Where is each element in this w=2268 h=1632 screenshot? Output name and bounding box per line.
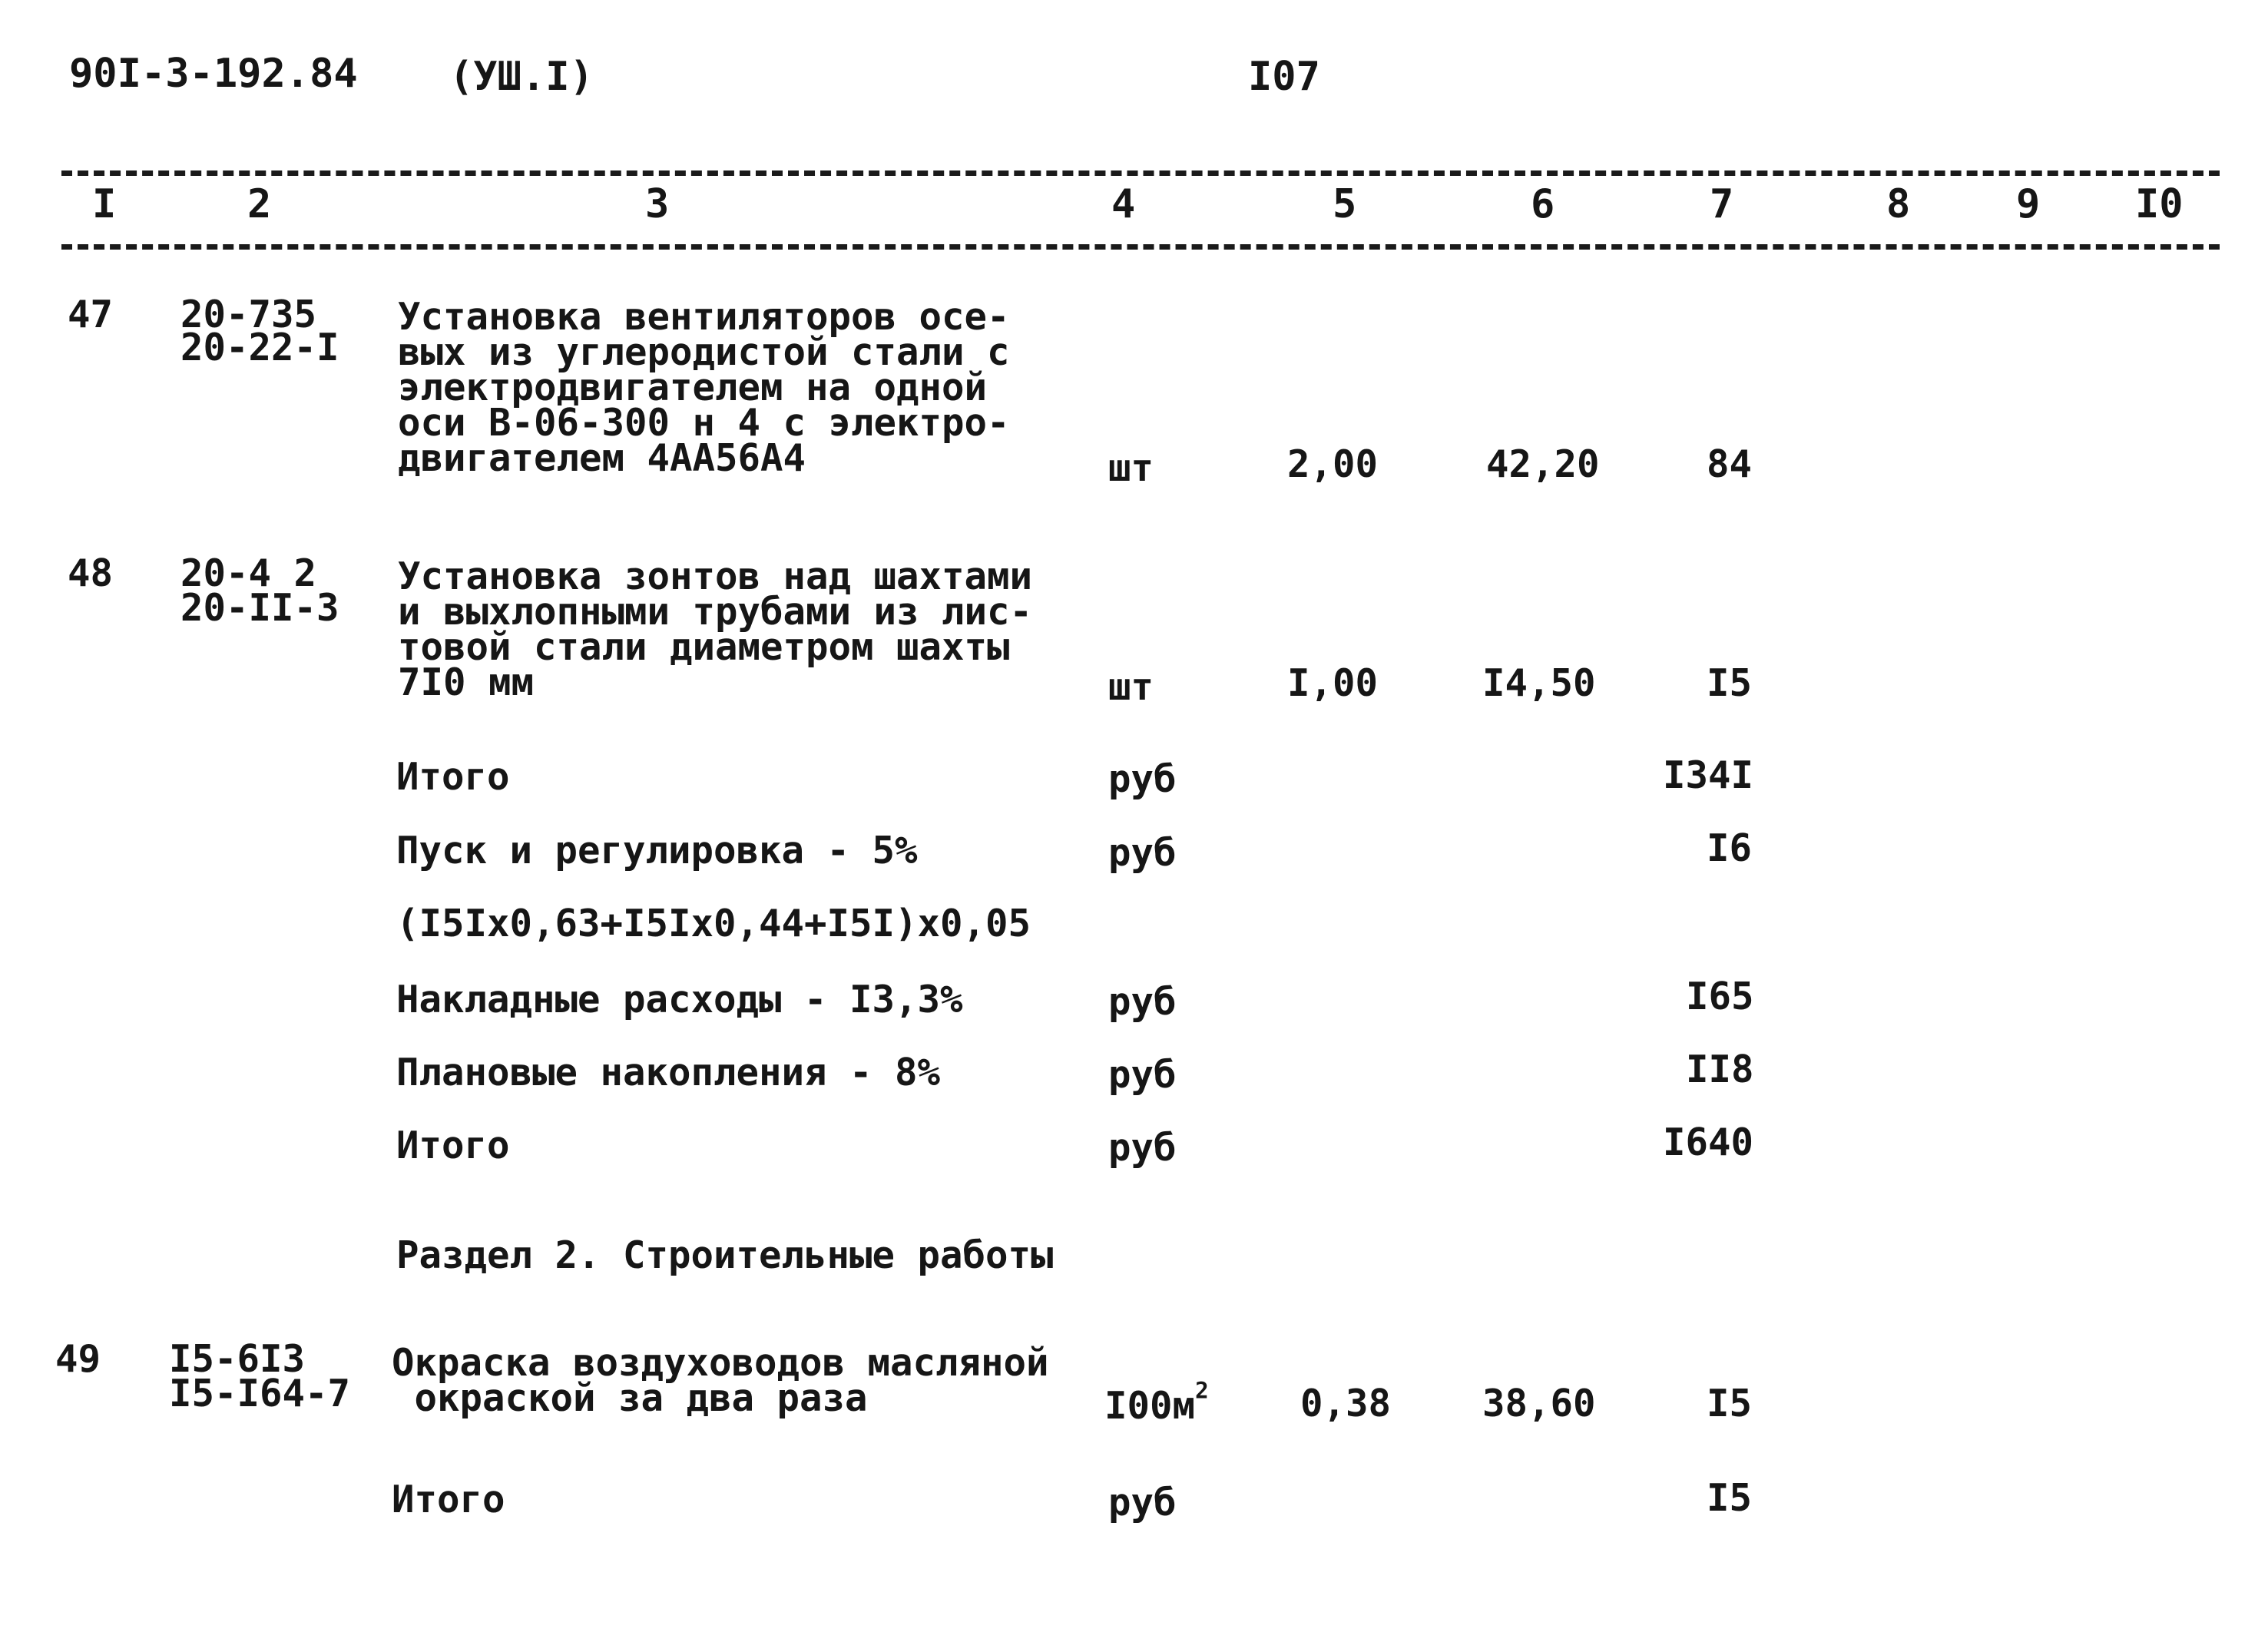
planovye-unit: руб xyxy=(1108,1053,1177,1097)
itogo-2-label: Итого xyxy=(396,1124,510,1167)
row-47-total: 84 xyxy=(1707,442,1753,486)
row-47-quantity: 2,00 xyxy=(1287,442,1379,486)
row-49-quantity: 0,38 xyxy=(1300,1382,1392,1425)
column-header-2: 2 xyxy=(247,181,272,227)
pusk-label: Пуск и регулировка - 5% xyxy=(396,829,918,872)
itogo-3-unit: руб xyxy=(1108,1481,1177,1524)
column-header-5: 5 xyxy=(1333,181,1357,227)
itogo-2-total: I640 xyxy=(1663,1121,1754,1164)
row-48-quantity: I,00 xyxy=(1287,661,1379,705)
row-48-price: I4,50 xyxy=(1482,661,1596,705)
section-2-title: Раздел 2. Строительные работы xyxy=(396,1233,1054,1277)
header-bottom-rule xyxy=(61,244,2220,250)
document-code: 90I-3-192.84 xyxy=(69,51,358,97)
itogo-3-label: Итого xyxy=(392,1478,505,1521)
row-49-unit xyxy=(1104,1377,1209,1428)
column-header-10: I0 xyxy=(2135,181,2184,227)
row-49-price: 38,60 xyxy=(1482,1382,1596,1425)
row-47-description: Установка вентиляторов осе- вых из углеродистой стали с электродвигателем на одной оси В-06-300 н 4 с электро- двигателем 4АА56А4 xyxy=(398,295,1010,480)
row-49-code-2: I5-I64-7 xyxy=(169,1372,351,1415)
row-49-number: 49 xyxy=(55,1337,101,1381)
column-header-7: 7 xyxy=(1710,181,1734,227)
column-header-1: I xyxy=(92,181,117,227)
row-48-description: Установка зонтов над шахтами и выхлопными трубами из лис- товой стали диаметром шахты 7I0 мм xyxy=(398,554,1033,704)
pusk-formula: (I5Ix0,63+I5Ix0,44+I5I)x0,05 xyxy=(396,902,1031,945)
column-header-9: 9 xyxy=(2016,181,2041,227)
row-47-price: 42,20 xyxy=(1486,442,1600,486)
itogo-1-label: Итого xyxy=(396,755,510,799)
itogo-1-unit: руб xyxy=(1108,757,1177,801)
row-49-code-1: I5-6I3 xyxy=(169,1337,306,1381)
row-47-code-2: 20-22-I xyxy=(180,326,339,369)
header-top-rule xyxy=(61,170,2220,176)
planovye-label: Плановые накопления - 8% xyxy=(396,1051,941,1094)
row-48-unit: шт xyxy=(1108,665,1154,709)
planovye-total: II8 xyxy=(1686,1048,1754,1091)
volume-label: (УШ.I) xyxy=(449,54,594,100)
nakladnye-total: I65 xyxy=(1686,975,1754,1018)
row-49-description: Окраска воздуховодов масляной окраской за два раза xyxy=(392,1341,1049,1420)
pusk-unit: руб xyxy=(1108,831,1177,875)
row-48-number: 48 xyxy=(68,551,114,595)
row-49-unit-exponent: 2 xyxy=(1195,1377,1209,1404)
page-number: I07 xyxy=(1248,54,1320,100)
column-header-3: 3 xyxy=(645,181,670,227)
row-48-code-1: 20-4 2 xyxy=(180,551,317,595)
column-header-4: 4 xyxy=(1111,181,1136,227)
pusk-total: I6 xyxy=(1707,826,1753,870)
nakladnye-label: Накладные расходы - I3,3% xyxy=(396,978,963,1021)
row-47-code-1: 20-735 xyxy=(180,293,317,336)
row-49-total: I5 xyxy=(1707,1382,1753,1425)
itogo-3-total: I5 xyxy=(1707,1476,1753,1520)
row-47-number: 47 xyxy=(68,293,114,336)
row-47-unit: шт xyxy=(1108,446,1154,490)
column-header-6: 6 xyxy=(1531,181,1555,227)
row-48-code-2: 20-II-3 xyxy=(180,586,339,630)
itogo-2-unit: руб xyxy=(1108,1126,1177,1170)
itogo-1-total: I34I xyxy=(1663,753,1754,797)
row-48-total: I5 xyxy=(1707,661,1753,705)
column-header-8: 8 xyxy=(1886,181,1911,227)
row-49-unit-text: I00м xyxy=(1104,1384,1196,1428)
nakladnye-unit: руб xyxy=(1108,980,1177,1024)
